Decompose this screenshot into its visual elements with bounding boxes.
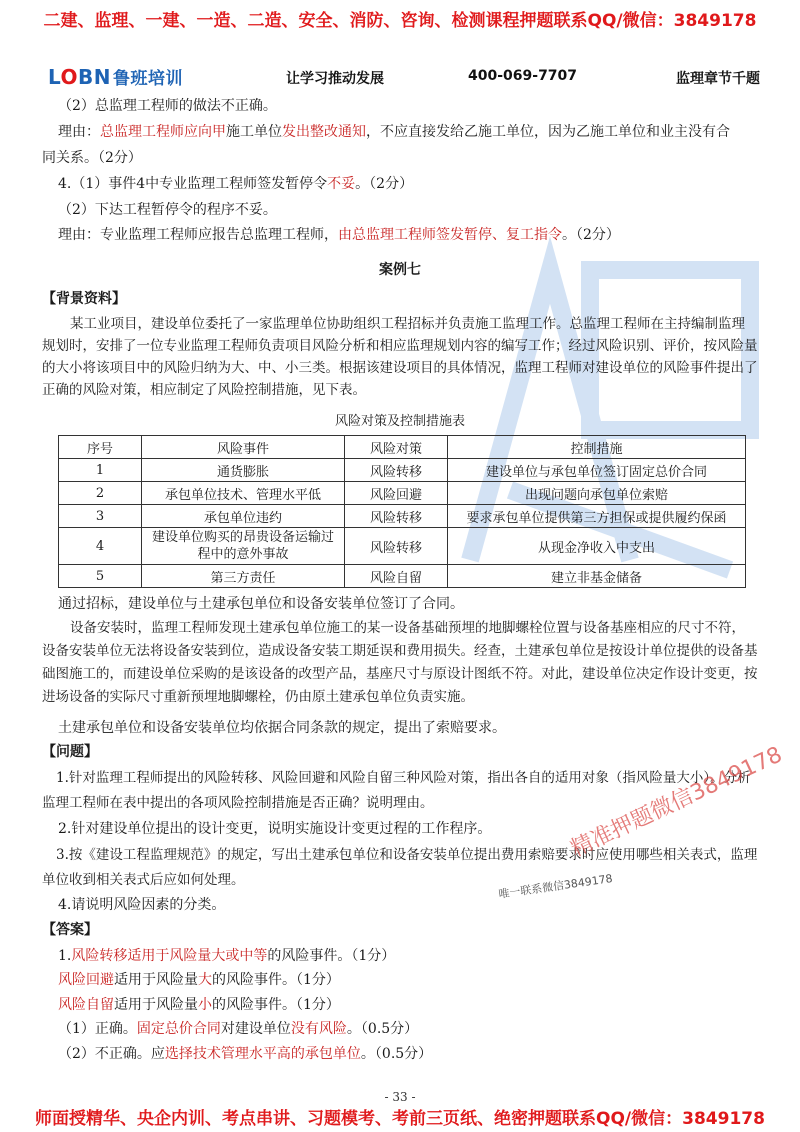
table-cell: 风险自留 (345, 565, 448, 588)
table-cell: 4 (59, 528, 142, 565)
table-header-cell: 风险对策 (345, 436, 448, 459)
answer-heading: 【答案】 (42, 922, 98, 938)
table-row (59, 482, 746, 505)
table-row (59, 565, 746, 588)
question-4: 4.请说明风险因素的分类。 (58, 897, 226, 913)
case-title: 案例七 (379, 262, 421, 278)
prev-answer-line-5: （2）下达工程暂停令的程序不妥。 (58, 202, 277, 218)
header-slogan: 让学习推动发展 (286, 71, 384, 87)
table-row (59, 528, 746, 565)
table-header-row (59, 436, 746, 459)
header-phone: 400-069-7707 (468, 68, 578, 84)
table-cell: 风险转移 (345, 459, 448, 482)
table-cell: 承包单位违约 (142, 505, 345, 528)
background-paragraph: 某工业项目，建设单位委托了一家监理单位协助组织工程招标并负责施工监理工作。总监理工程师在主持编制监理规划时，安排了一位专业监理工程师负责项目风险分析和相应监理规划内容的编写工作；经过风险识别、评价，按风险量的大小将该项目中的风险归纳为大、中、小三类。根据该建设项目的具体情况，监理工程师对建设单位的风险事件提出了正确的风险对策，相应制定了风险控制措施，见下表。 (42, 316, 758, 398)
contact-watermark-stamp: 精准押题微信3849178 (567, 742, 787, 863)
table-header-cell: 序号 (59, 436, 142, 459)
table-cell: 建立非基金储备 (448, 565, 746, 588)
after-para-1: 通过招标，建设单位与土建承包单位和设备安装单位签订了合同。 (58, 596, 464, 612)
table-cell: 出现问题向承包单位索赔 (448, 482, 746, 505)
background-heading: 【背景资料】 (42, 291, 126, 307)
question-1: 1.针对监理工程师提出的风险转移、风险回避和风险自留三种风险对策，指出各自的适用对象（指风险量大小）。分析监理工程师在表中提出的各项风险控制措施是否正确？说明理由。 (42, 770, 751, 811)
after-para-3: 土建承包单位和设备安装单位均依据合同条款的规定，提出了索赔要求。 (58, 720, 506, 736)
prev-answer-line-4: 4.（1）事件4中专业监理工程师签发暂停令不妥。（2分） (58, 176, 414, 192)
table-cell: 承包单位技术、管理水平低 (142, 482, 345, 505)
answer-line-4: （1）正确。固定总价合同对建设单位没有风险。（0.5分） (58, 1021, 419, 1037)
contact-watermark-small: 唯一联系微信3849178 (497, 872, 614, 901)
table-caption: 风险对策及控制措施表 (334, 414, 465, 429)
header-doc-title: 监理章节千题 (676, 71, 760, 87)
top-banner: 二建、监理、一建、一造、二造、安全、消防、咨询、检测课程押题联系QQ/微信：3849178 (43, 11, 757, 31)
page-header (48, 62, 760, 92)
page-number: - 33 - (384, 1090, 416, 1104)
brand-logo: LOBN 鲁班培训 (48, 65, 184, 89)
risk-table (58, 435, 746, 588)
table-cell: 5 (59, 565, 142, 588)
after-para-2: 设备安装时，监理工程师发现土建承包单位施工的某一设备基础预埋的地脚螺栓位置与设备基座相应的尺寸不符，设备安装单位无法将设备安装到位，造成设备安装工期延误和费用损失。经查，土建承包单位是按设计单位提供的设备基础图施工的，而建设单位采购的是该设备的改型产品，基座尺寸与原设计图纸不符。对此，建设单位决定作设计变更，按进场设备的实际尺寸重新预埋地脚螺栓，仍由原土建承包单位负责实施。 (42, 620, 758, 705)
prev-answer-line-3: 同关系。（2分） (42, 150, 142, 166)
answer-line-1: 1.风险转移适用于风险量大或中等的风险事件。（1分） (58, 948, 396, 964)
table-cell: 3 (59, 505, 142, 528)
table-cell: 建设单位购买的昂贵设备运输过程中的意外事故 (142, 528, 345, 565)
answer-line-5: （2）不正确。应选择技术管理水平高的承包单位。（0.5分） (58, 1046, 433, 1062)
questions-heading: 【问题】 (42, 744, 98, 760)
prev-answer-line-1: （2）总监理工程师的做法不正确。 (58, 98, 277, 114)
table-cell: 第三方责任 (142, 565, 345, 588)
table-cell: 要求承包单位提供第三方担保或提供履约保函 (448, 505, 746, 528)
table-cell: 2 (59, 482, 142, 505)
table-row (59, 505, 746, 528)
table-cell: 风险转移 (345, 528, 448, 565)
table-cell: 建设单位与承包单位签订固定总价合同 (448, 459, 746, 482)
answer-line-3: 风险自留适用于风险量小的风险事件。（1分） (58, 997, 340, 1013)
question-2: 2.针对建设单位提出的设计变更，说明实施设计变更过程的工作程序。 (58, 821, 492, 837)
prev-answer-line-2: 理由：总监理工程师应向甲施工单位发出整改通知，不应直接发给乙施工单位，因为乙施工单位和业主没有合 (58, 124, 730, 140)
table-cell: 风险转移 (345, 505, 448, 528)
table-header-cell: 风险事件 (142, 436, 345, 459)
table-cell: 通货膨胀 (142, 459, 345, 482)
bottom-banner: 师面授精华、央企内训、考点串讲、习题模考、考前三页纸、绝密押题联系QQ/微信：3849178 (35, 1109, 765, 1129)
answer-line-2: 风险回避适用于风险量大的风险事件。（1分） (58, 972, 340, 988)
table-cell: 1 (59, 459, 142, 482)
prev-answer-line-6: 理由：专业监理工程师应报告总监理工程师，由总监理工程师签发暂停、复工指令。（2分） (58, 227, 620, 243)
table-cell: 从现金净收入中支出 (448, 528, 746, 565)
table-row (59, 459, 746, 482)
question-3: 3.按《建设工程监理规范》的规定，写出土建承包单位和设备安装单位提出费用索赔要求时应使用哪些相关表式，监理单位收到相关表式后应如何处理。 (42, 847, 758, 888)
table-header-cell: 控制措施 (448, 436, 746, 459)
table-cell: 风险回避 (345, 482, 448, 505)
